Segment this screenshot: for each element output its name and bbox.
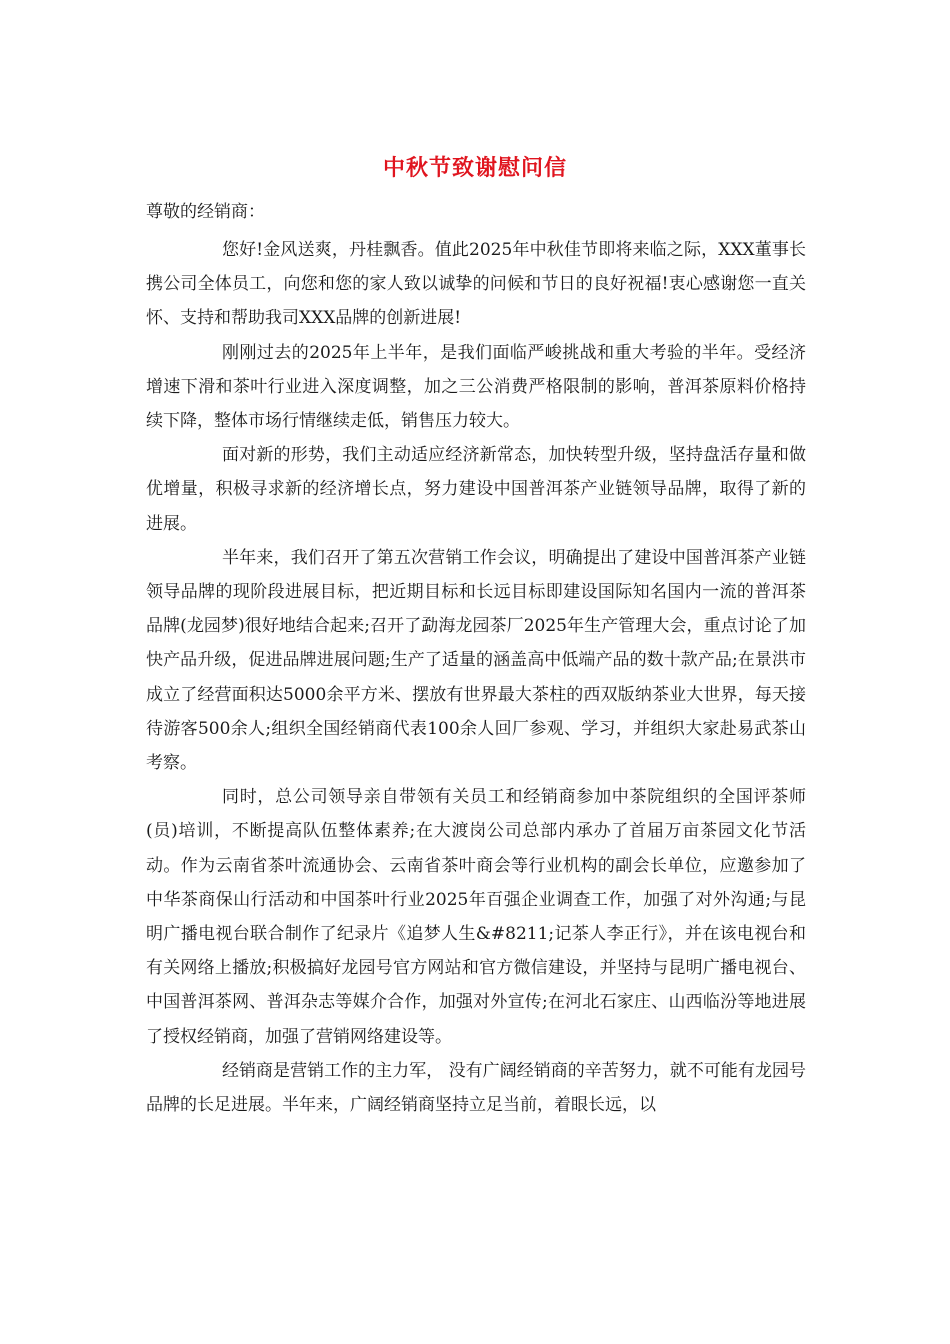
paragraph-distributors: 经销商是营销工作的主力军， 没有广阔经销商的辛苦努力，就不可能有龙园号品牌的长足进展。半年来，广阔经销商坚持立足当前，着眼长远，以 <box>146 1060 806 1116</box>
paragraph-meanwhile: 同时，总公司领导亲自带领有关员工和经销商参加中茶院组织的全国评茶师(员)培训，不断提高队伍整体素养;在大渡岗公司总部内承办了首届万亩茶园文化节活动。作为云南省茶叶流通协会、云南省茶叶商会等行业机构的副会长单位，应邀参加了中华茶商保山行活动和中国茶叶行业2025年百强企业调查工作，加强了对外沟通;与昆明广播电视台联合制作了纪录片《追梦人生&#8211;记茶人李正行》，并在该电视台和有关网络上播放;积极搞好龙园号官方网站和官方微信建设，并坚持与昆明广播电视台、中国普洱茶网、普洱杂志等媒介合作，加强对外宣传;在河北石家庄、山西临汾等地进展了授权经销商，加强了营销网络建设等。 <box>146 787 806 1047</box>
paragraph-achievements: 半年来，我们召开了第五次营销工作会议，明确提出了建设中国普洱茶产业链领导品牌的现阶段进展目标，把近期目标和长远目标即建设国际知名国内一流的普洱茶品牌(龙园梦)很好地结合起来;召开了勐海龙园茶厂2025年生产管理大会，重点讨论了加快产品升级，促进品牌进展问题;生产了适量的涵盖高中低端产品的数十款产品;在景洪市成立了经营面积达5000余平方米、摆放有世界最大茶柱的西双版纳茶业大世界，每天接待游客500余人;组织全国经销商代表100余人回厂参观、学习，并组织大家赴易武茶山考察。 <box>146 547 806 774</box>
paragraph-first-half-year: 刚刚过去的2025年上半年，是我们面临严峻挑战和重大考验的半年。受经济增速下滑和茶叶行业进入深度调整，加之三公消费严格限制的影响，普洱茶原料价格持续下降，整体市场行情继续走低，销售压力较大。 <box>146 342 806 432</box>
letter-body <box>146 233 806 1122</box>
paragraph-greeting: 您好!金风送爽，丹桂飘香。值此2025年中秋佳节即将来临之际，XXX董事长携公司全体员工，向您和您的家人致以诚挚的问候和节日的良好祝福!衷心感谢您一直关怀、支持和帮助我司XXX品牌的创新进展! <box>146 240 806 329</box>
paragraph-new-situation: 面对新的形势，我们主动适应经济新常态，加快转型升级，坚持盘活存量和做优增量，积极寻求新的经济增长点，努力建设中国普洱茶产业链领导品牌，取得了新的进展。 <box>146 445 806 534</box>
salutation: 尊敬的经销商： <box>146 202 265 222</box>
document-title: 中秋节致谢慰问信 <box>382 155 567 181</box>
